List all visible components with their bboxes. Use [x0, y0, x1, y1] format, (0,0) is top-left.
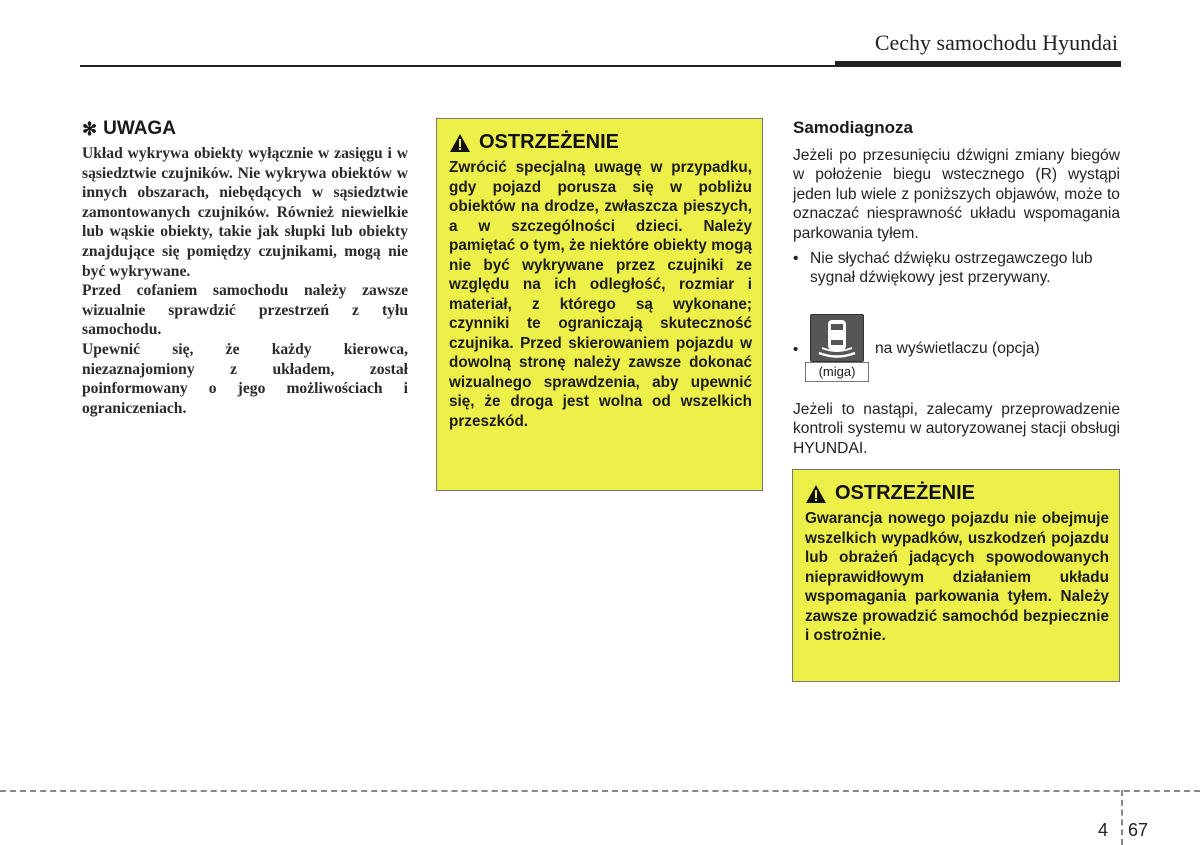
- footer-divider: [0, 790, 1200, 792]
- indicator-list-item: [793, 314, 1120, 382]
- indicator-caption: (miga): [805, 362, 869, 382]
- self-diagnosis-section: [793, 118, 1120, 288]
- header-rule: [80, 65, 840, 67]
- header-rule-accent: [835, 61, 1121, 67]
- note-paragraph: Upewnić się, że każdy kierowca, niezaznajomiony z układem, został poinformowany o jego możliwościach i ograniczeniach.: [82, 340, 408, 417]
- section-intro: Jeżeli po przesunięciu dźwigni zmiany biegów w położenie biegu wstecznego (R) wystąpi jeden lub wiele z poniższych objawów, może to oznaczać niesprawność układu wspomagania parkowania tyłem.: [793, 147, 1120, 242]
- note-heading-label: UWAGA: [103, 118, 176, 139]
- bullet-marker: •: [793, 250, 799, 268]
- warning-title: [805, 482, 1109, 505]
- list-item: [793, 249, 1120, 288]
- warning-text: Gwarancja nowego pojazdu nie obejmuje wszelkich wypadków, uszkodzeń pojazdu lub obrażeń jadących spowodowanych nieprawidłowym działaniem układu wspomagania parkowania tyłem. Należy zawsze prowadzić samochód bezpiecznie i ostrożnie.: [805, 510, 1109, 644]
- warning-title-label: OSTRZEŻENIE: [835, 482, 976, 504]
- parking-assist-indicator-icon: [810, 314, 864, 362]
- page-number: 67: [1128, 820, 1149, 840]
- note-heading: [82, 118, 408, 140]
- list-item-text: Nie słychać dźwięku ostrzegawczego lub sygnał dźwiękowy jest przerywany.: [810, 250, 1093, 287]
- note-section: [82, 118, 408, 418]
- section-title: Samodiagnoza: [793, 118, 913, 137]
- page-header-title: Cechy samochodu Hyundai: [874, 30, 1118, 55]
- indicator-text: na wyświetlaczu (opcja): [875, 340, 1040, 357]
- footer-separator: [1121, 790, 1123, 845]
- warning-title: [449, 131, 752, 154]
- warning-triangle-icon: [805, 484, 827, 504]
- warning-box: [792, 469, 1120, 682]
- warning-triangle-icon: [449, 133, 471, 153]
- bullet-marker: •: [793, 341, 799, 358]
- note-paragraph: Przed cofaniem samochodu należy zawsze wizualnie sprawdzić przestrzeń z tyłu samochodu.: [82, 282, 408, 339]
- asterisk-icon: ✻: [82, 118, 98, 139]
- warning-text: Zwrócić specjalną uwagę w przypadku, gdy pojazd porusza się w pobliżu obiektów na drodze, zwłaszcza pieszych, a w szczególności dzieci. Należy pamiętać o tym, że niektóre obiekty mogą nie być wykrywane przez czujniki ze względu na ich odległość, rozmiar i materiał, z którego są wykonane; czynniki te ograniczają skuteczność czujnika. Przed skierowaniem pojazdu w dowolną stronę należy zawsze dokonać wizualnego sprawdzenia, aby upewnić się, że droga jest wolna od wszelkich przeszkód.: [449, 159, 752, 430]
- section-number: 4: [1098, 820, 1109, 840]
- warning-title-label: OSTRZEŻENIE: [479, 131, 620, 153]
- section-conclusion: Jeżeli to nastąpi, zalecamy przeprowadzenie kontroli systemu w autoryzowanej stacji obsługi HYUNDAI.: [793, 401, 1120, 457]
- warning-box: [436, 118, 763, 491]
- note-body: [82, 144, 408, 418]
- note-paragraph: Układ wykrywa obiekty wyłącznie w zasięgu i w sąsiedztwie czujników. Nie wykrywa obiektów w innych obszarach, niebędących w sąsiedztwie zamontowanych czujników. Również niewielkie lub wąskie obiekty, takie jak słupki lub obiekty znajdujące się pomiędzy czujnikami, mogą nie być wykrywane.: [82, 145, 408, 280]
